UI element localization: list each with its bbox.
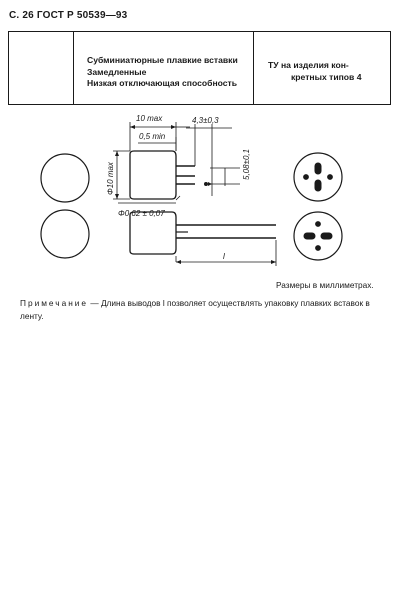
dim-lead-length: l — [223, 252, 225, 261]
lead-view-circle-bottom — [294, 212, 342, 260]
note-paragraph — [20, 297, 380, 322]
dim-lead-dia: Φ0,62 ± 0,07 — [118, 209, 165, 218]
lead-view-circle-top — [294, 153, 342, 201]
lead-dot — [304, 175, 309, 180]
dim-min-len: 0,5 min — [139, 132, 166, 141]
lead-dot — [328, 175, 333, 180]
spec-table-description-cell — [73, 32, 254, 104]
lead-dot — [316, 222, 321, 227]
end-view-circle-bottom — [41, 210, 89, 258]
spec-table-tu-cell — [253, 32, 390, 104]
lead-slot — [315, 180, 321, 191]
dim-lead-gap: 4,3±0,3 — [192, 116, 219, 125]
description-line-1: Субминиатюрные плавкие вставки — [87, 55, 238, 65]
tu-line-1: ТУ на изделия кон- — [268, 60, 349, 70]
fuse-body-top — [130, 151, 176, 199]
spec-table-empty-cell — [9, 32, 74, 104]
spec-table — [8, 31, 391, 105]
dim-diameter: Φ10 max — [106, 162, 115, 195]
end-view-circle-top — [41, 154, 89, 202]
lead-dot — [316, 246, 321, 251]
lead-slot — [315, 163, 321, 174]
description-line-3: Низкая отключающая способность — [87, 78, 238, 88]
note-label: Примечание — [20, 298, 89, 308]
lead-slot — [321, 233, 332, 239]
dim-length-max: 10 max — [136, 114, 163, 123]
dim-spacing: 5,08±0,1 — [242, 148, 251, 180]
fuse-body-bottom — [130, 212, 176, 254]
description-line-2: Замедленные — [87, 67, 147, 77]
lead-slot — [304, 233, 315, 239]
units-note: Размеры в миллиметрах. — [276, 280, 374, 290]
tu-line-2: кретных типов 4 — [291, 72, 362, 82]
page-header: С. 26 ГОСТ Р 50539—93 — [9, 10, 128, 21]
note-text: — Длина выводов l позволяет осуществлять упаковку плавких вставок в ленту. — [20, 298, 370, 321]
fuse-drawing — [0, 105, 401, 280]
